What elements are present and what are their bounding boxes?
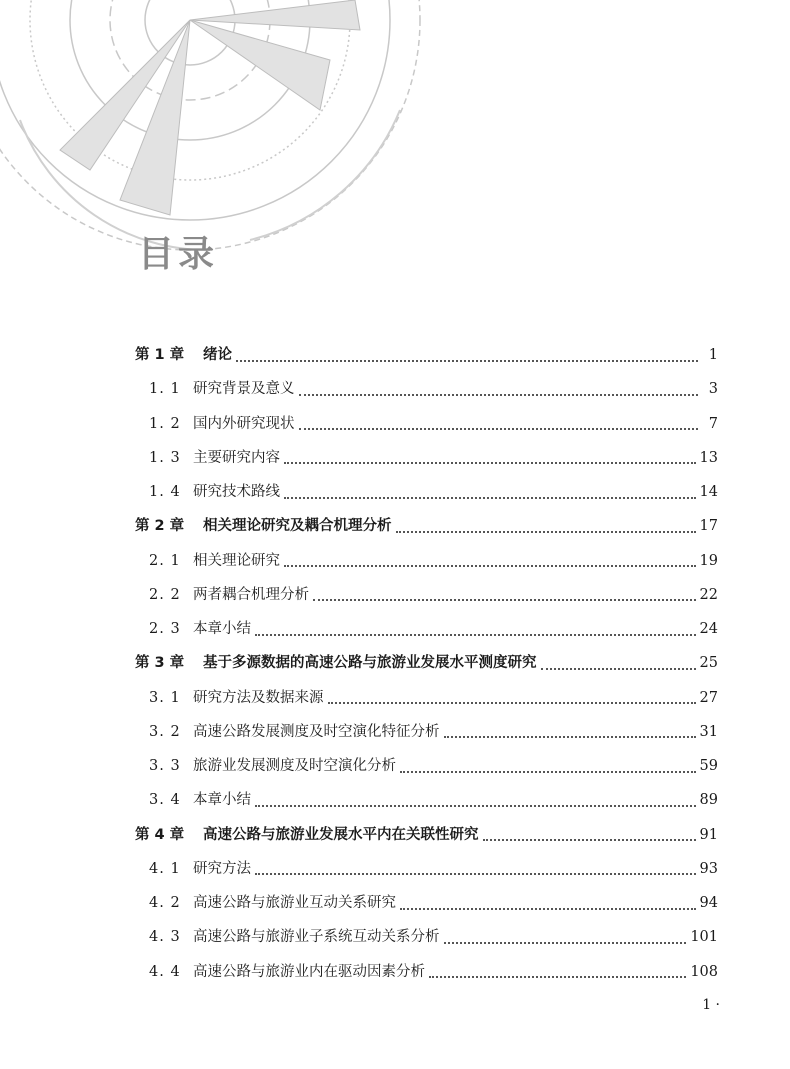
toc-leader-dots [444, 735, 696, 738]
toc-chapter-entry[interactable] [135, 818, 718, 852]
toc-chapter-entry[interactable] [135, 338, 718, 372]
toc-entry-number: 第 4 章 [135, 826, 185, 843]
toc-entry-page: 93 [699, 860, 718, 877]
toc-entry-title: 本章小结 [193, 792, 251, 809]
toc-entry-number: 3. 1 [149, 689, 181, 706]
toc-leader-dots [236, 359, 698, 362]
toc-section-entry[interactable] [135, 475, 718, 509]
toc-entry-page: 14 [699, 484, 718, 500]
toc-section-entry[interactable] [135, 715, 718, 749]
toc-section-entry[interactable] [135, 612, 718, 646]
toc-entry-number: 4. 2 [149, 895, 181, 911]
toc-entry-number: 第 2 章 [135, 518, 185, 535]
toc-entry-number: 4. 4 [149, 963, 181, 980]
toc-section-entry[interactable] [135, 441, 718, 475]
table-of-contents [135, 338, 718, 989]
page-number: 1 · [702, 997, 720, 1013]
toc-entry-page: 3 [708, 381, 718, 398]
toc-entry-title: 两者耦合机理分析 [193, 586, 309, 603]
toc-leader-dots [284, 461, 696, 464]
toc-leader-dots [255, 804, 696, 807]
toc-entry-number: 3. 2 [149, 723, 181, 740]
toc-title: 目录 [138, 234, 219, 275]
toc-leader-dots [255, 872, 696, 875]
toc-entry-page: 25 [699, 655, 718, 672]
toc-entry-title: 高速公路与旅游业子系统互动关系分析 [193, 929, 440, 946]
toc-entry-title: 旅游业发展测度及时空演化分析 [193, 758, 396, 774]
toc-entry-page: 59 [699, 758, 718, 774]
toc-entry-number: 1. 3 [149, 449, 181, 466]
toc-entry-title: 高速公路与旅游业发展水平内在关联性研究 [203, 826, 479, 843]
toc-entry-title: 研究技术路线 [193, 484, 280, 500]
toc-section-entry[interactable] [135, 783, 718, 817]
toc-entry-page: 101 [690, 929, 718, 946]
toc-entry-title: 高速公路发展测度及时空演化特征分析 [193, 723, 440, 740]
toc-entry-number: 2. 3 [149, 621, 181, 637]
toc-leader-dots [444, 941, 687, 944]
toc-entry-title: 主要研究内容 [193, 449, 280, 466]
toc-entry-number: 1. 2 [149, 415, 181, 432]
toc-entry-page: 108 [690, 963, 718, 980]
toc-entry-number: 1. 1 [149, 381, 181, 398]
toc-entry-number: 3. 4 [149, 792, 181, 809]
toc-entry-page: 19 [699, 552, 718, 569]
toc-entry-number: 1. 4 [149, 484, 181, 500]
toc-entry-number: 第 1 章 [135, 347, 185, 363]
toc-leader-dots [313, 598, 696, 601]
toc-entry-page: 13 [699, 449, 718, 466]
toc-section-entry[interactable] [135, 544, 718, 578]
toc-leader-dots [400, 907, 696, 910]
toc-entry-page: 27 [699, 689, 718, 706]
toc-chapter-entry[interactable] [135, 509, 718, 543]
toc-leader-dots [328, 701, 696, 704]
toc-entry-number: 4. 3 [149, 929, 181, 946]
toc-entry-title: 本章小结 [193, 621, 251, 637]
toc-leader-dots [284, 564, 696, 567]
toc-leader-dots [255, 633, 696, 636]
decorative-circular-graphic [0, 0, 430, 260]
toc-entry-number: 3. 3 [149, 758, 181, 774]
toc-section-entry[interactable] [135, 955, 718, 989]
toc-entry-page: 24 [699, 621, 718, 637]
toc-leader-dots [284, 496, 696, 499]
toc-section-entry[interactable] [135, 407, 718, 441]
toc-entry-title: 相关理论研究 [193, 552, 280, 569]
toc-entry-title: 绪论 [203, 347, 232, 363]
toc-section-entry[interactable] [135, 681, 718, 715]
toc-entry-page: 91 [699, 826, 718, 843]
toc-leader-dots [429, 975, 686, 978]
toc-entry-page: 22 [699, 586, 718, 603]
toc-entry-page: 94 [699, 895, 718, 911]
toc-entry-page: 17 [699, 518, 718, 535]
toc-entry-number: 2. 2 [149, 586, 181, 603]
toc-leader-dots [396, 530, 696, 533]
toc-section-entry[interactable] [135, 372, 718, 406]
toc-leader-dots [299, 427, 699, 430]
toc-entry-number: 4. 1 [149, 860, 181, 877]
toc-entry-number: 第 3 章 [135, 655, 185, 672]
toc-entry-number: 2. 1 [149, 552, 181, 569]
toc-entry-page: 89 [699, 792, 718, 809]
toc-section-entry[interactable] [135, 852, 718, 886]
toc-chapter-entry[interactable] [135, 646, 718, 680]
toc-entry-page: 31 [699, 723, 718, 740]
toc-section-entry[interactable] [135, 920, 718, 954]
toc-entry-title: 相关理论研究及耦合机理分析 [203, 518, 392, 535]
toc-entry-title: 国内外研究现状 [193, 415, 295, 432]
toc-entry-title: 研究背景及意义 [193, 381, 295, 398]
toc-entry-title: 研究方法及数据来源 [193, 689, 324, 706]
toc-section-entry[interactable] [135, 578, 718, 612]
toc-entry-title: 基于多源数据的高速公路与旅游业发展水平测度研究 [203, 655, 537, 672]
toc-entry-page: 1 [708, 347, 718, 363]
toc-entry-title: 高速公路与旅游业内在驱动因素分析 [193, 963, 425, 980]
toc-entry-title: 研究方法 [193, 860, 251, 877]
toc-leader-dots [400, 770, 696, 773]
toc-entry-title: 高速公路与旅游业互动关系研究 [193, 895, 396, 911]
toc-leader-dots [483, 838, 696, 841]
toc-leader-dots [299, 393, 699, 396]
toc-section-entry[interactable] [135, 886, 718, 920]
toc-section-entry[interactable] [135, 749, 718, 783]
toc-entry-page: 7 [708, 415, 718, 432]
toc-leader-dots [541, 667, 696, 670]
